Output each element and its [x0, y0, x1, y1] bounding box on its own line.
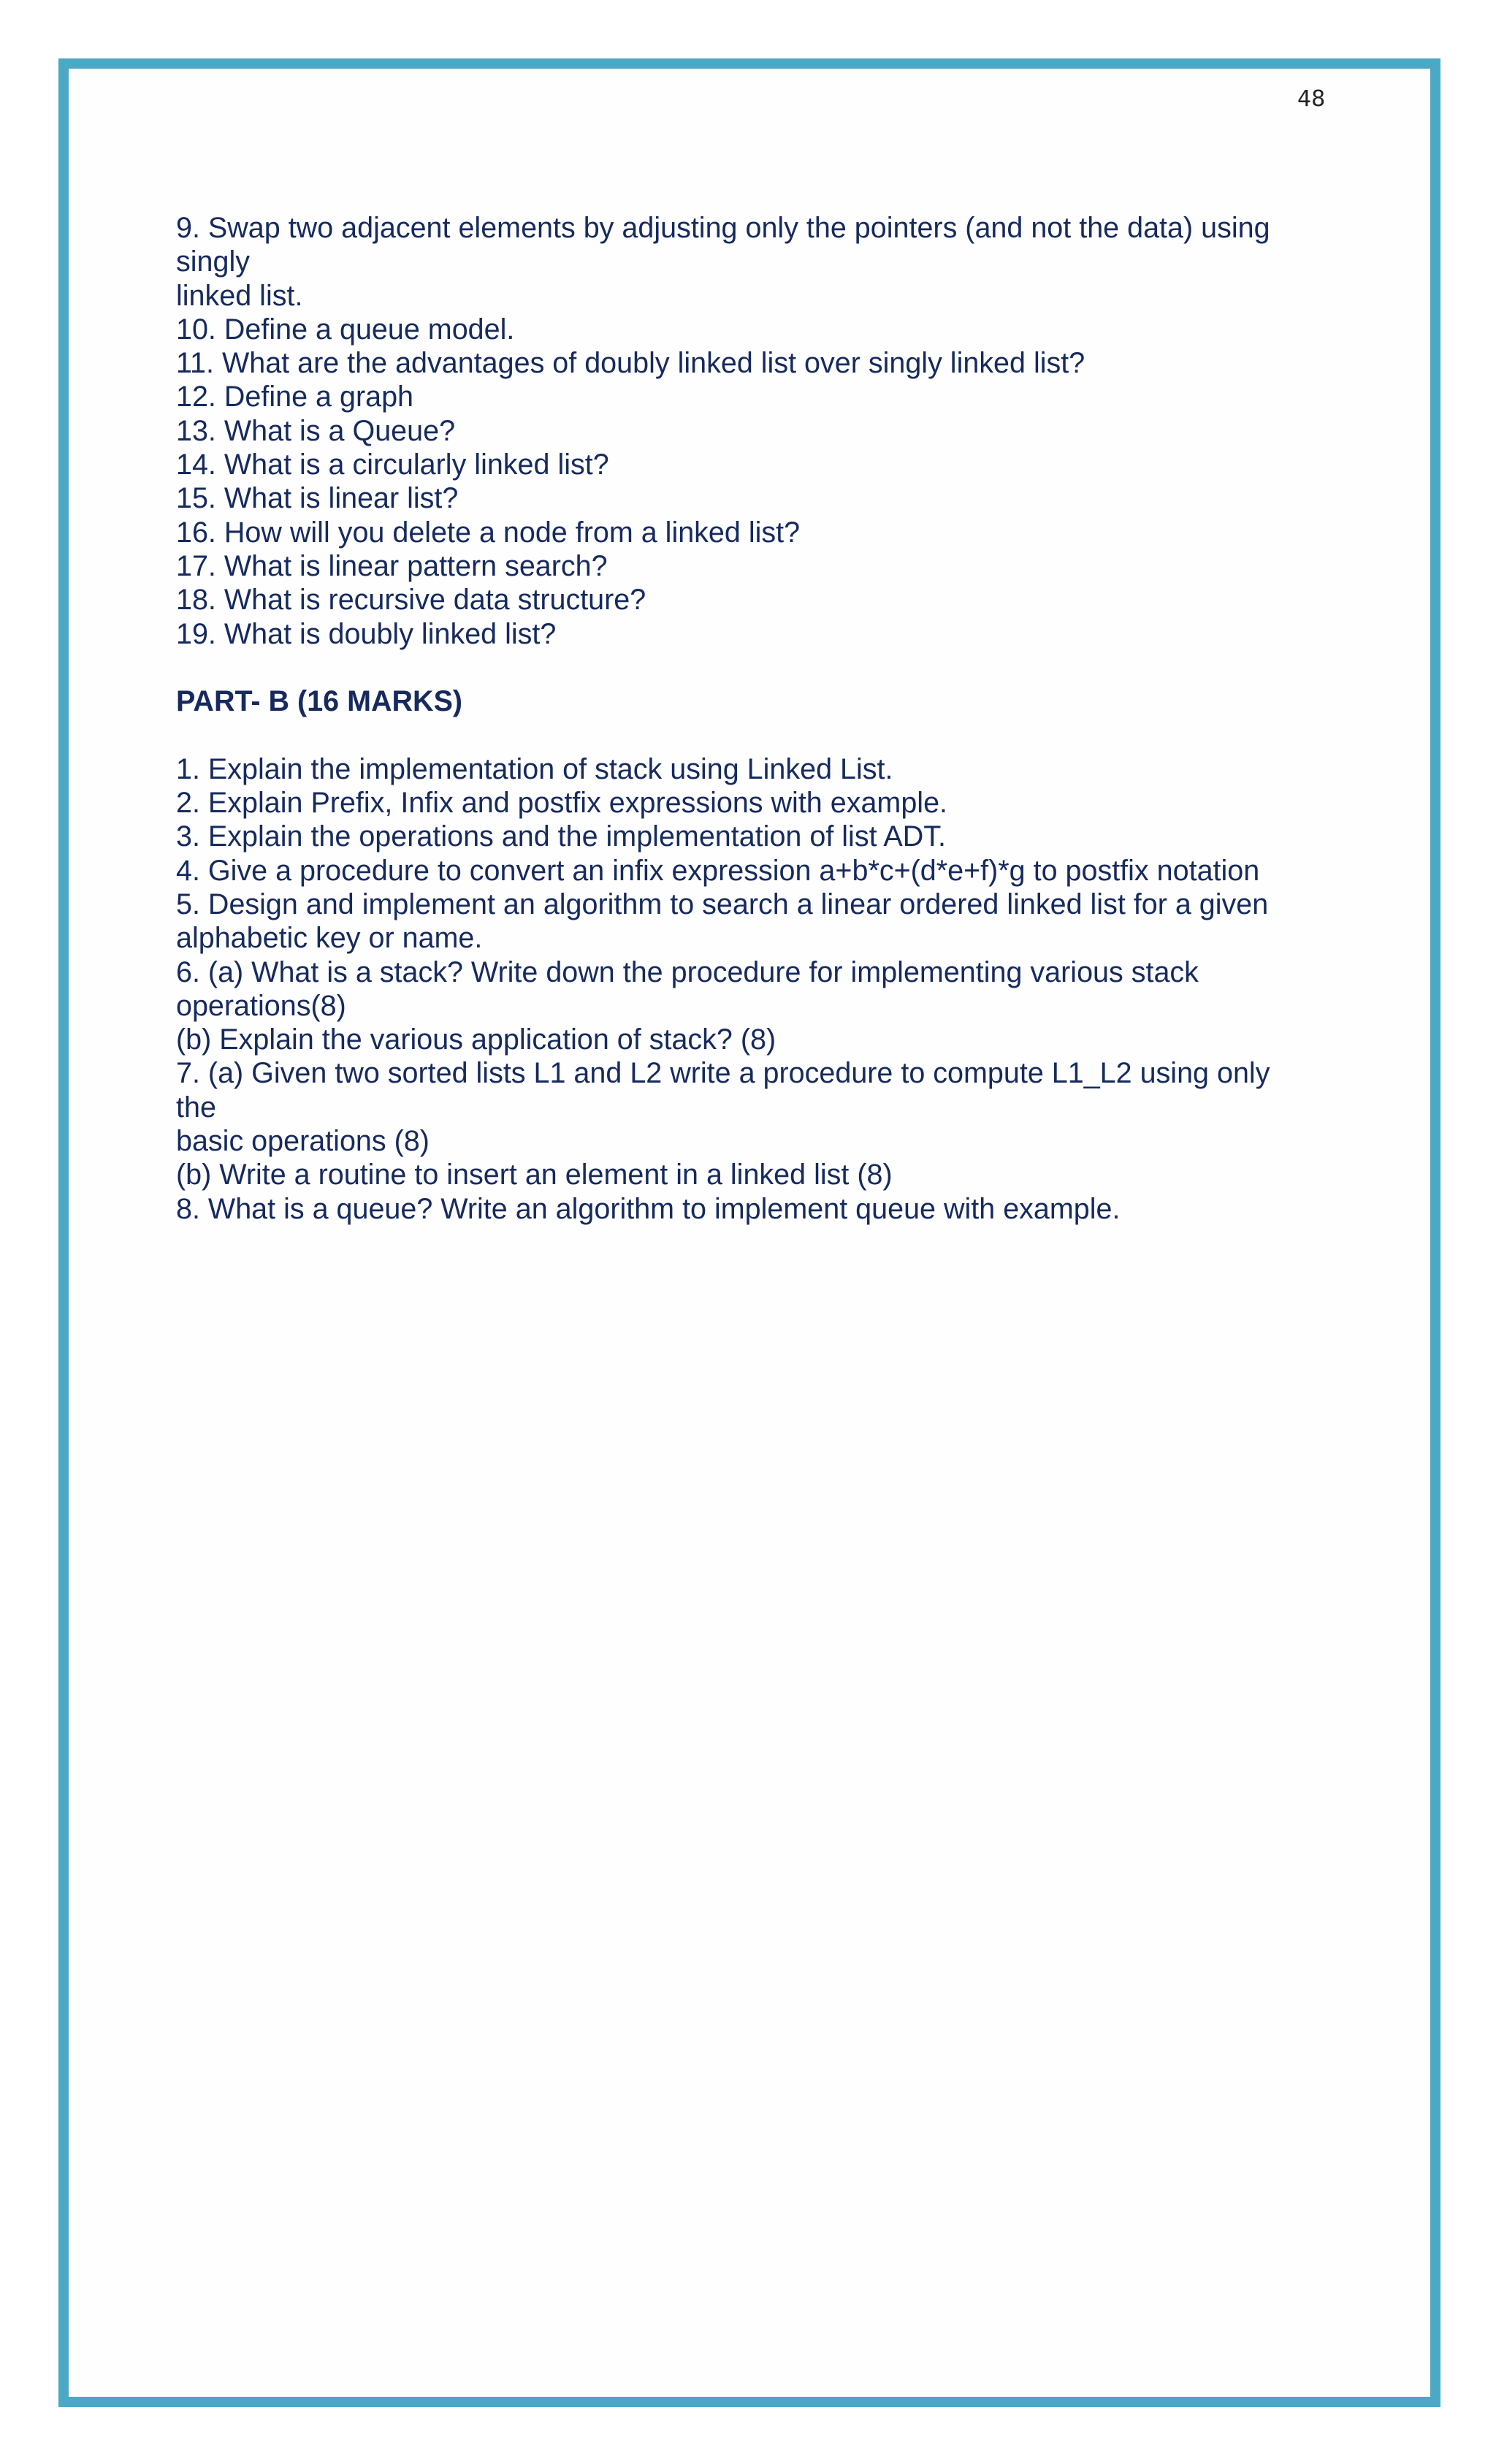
list-item: 16. How will you delete a node from a linked list? — [176, 516, 801, 549]
list-item: 18. What is recursive data structure? — [176, 584, 646, 617]
list-item: linked list. — [176, 279, 303, 312]
list-item: 1. Explain the implementation of stack using Linked List. — [176, 752, 893, 785]
list-item: 12. Define a graph — [176, 381, 414, 413]
section-heading-part-b: PART- B (16 MARKS) — [176, 685, 463, 718]
list-item: the — [176, 1091, 216, 1124]
list-item: operations(8) — [176, 989, 346, 1022]
section-spacer — [176, 718, 1316, 752]
list-item: 7. (a) Given two sorted lists L1 and L2 write a procedure to compute L1_L2 using only — [176, 1057, 1270, 1090]
list-item: 6. (a) What is a stack? Write down the procedure for implementing various stack — [176, 956, 1199, 988]
list-item: singly — [176, 245, 250, 278]
part-a-questions-list — [176, 211, 1316, 651]
list-item: (b) Write a routine to insert an element in a linked list (8) — [176, 1159, 893, 1191]
list-item: 9. Swap two adjacent elements by adjusting only the pointers (and not the data) using — [176, 212, 1270, 244]
list-item: alphabetic key or name. — [176, 922, 483, 955]
list-item: 10. Define a queue model. — [176, 313, 515, 346]
list-item: basic operations (8) — [176, 1125, 430, 1158]
list-item: 2. Explain Prefix, Infix and postfix expressions with example. — [176, 787, 948, 820]
list-item: (b) Explain the various application of stack? (8) — [176, 1023, 776, 1056]
page-number: 48 — [1297, 86, 1326, 112]
list-item: 5. Design and implement an algorithm to search a linear ordered linked list for a given — [176, 888, 1269, 920]
list-item: 3. Explain the operations and the implementation of list ADT. — [176, 820, 946, 853]
document-body — [176, 211, 1316, 1226]
list-item: 14. What is a circularly linked list? — [176, 449, 609, 481]
list-item: 11. What are the advantages of doubly linked list over singly linked list? — [176, 347, 1085, 380]
list-item: 8. What is a queue? Write an algorithm to implement queue with example. — [176, 1192, 1121, 1225]
section-spacer — [176, 651, 1316, 684]
list-item: 4. Give a procedure to convert an infix expression a+b*c+(d*e+f)*g to postfix notation — [176, 854, 1260, 887]
list-item: 17. What is linear pattern search? — [176, 549, 608, 582]
list-item: 19. What is doubly linked list? — [176, 617, 557, 650]
list-item: 13. What is a Queue? — [176, 414, 456, 447]
list-item: 15. What is linear list? — [176, 482, 459, 515]
part-b-questions-list — [176, 752, 1316, 1226]
